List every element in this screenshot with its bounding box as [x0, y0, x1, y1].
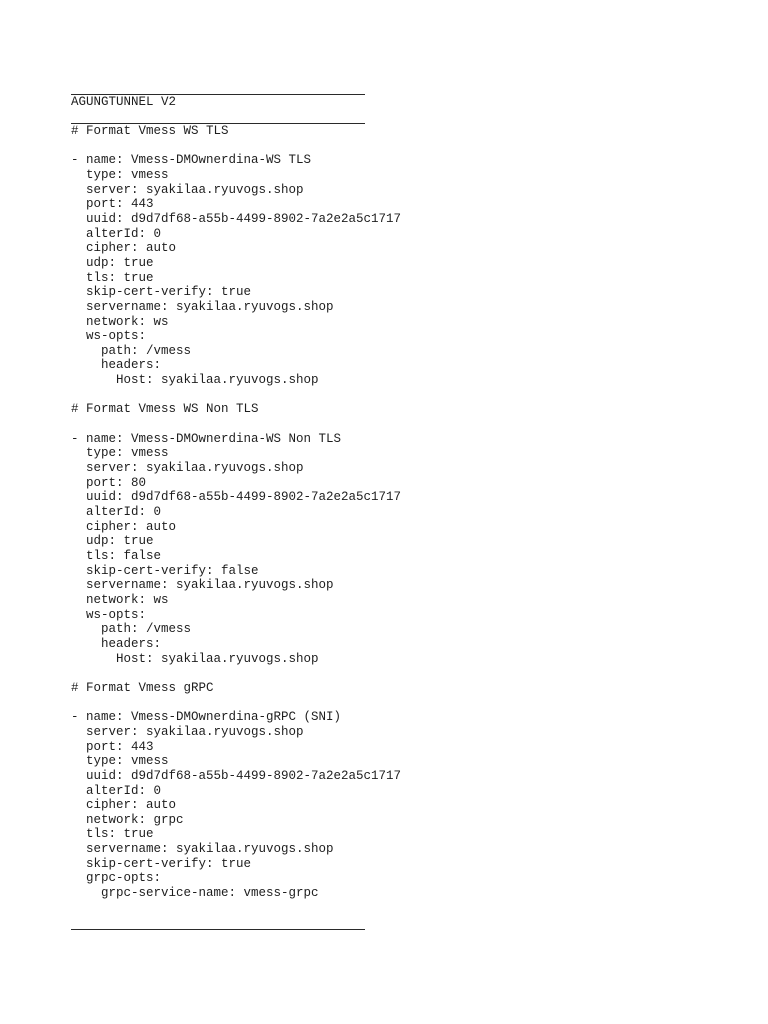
config-line: server: syakilaa.ryuvogs.shop: [71, 724, 304, 739]
config-line: - name: Vmess-DMOwnerdina-gRPC (SNI): [71, 710, 342, 725]
blank-line: [71, 901, 751, 916]
config-line: alterId: 0: [71, 226, 162, 241]
blank-line: [71, 388, 751, 403]
config-line: type: vmess: [71, 446, 169, 461]
divider-rule: [71, 80, 751, 95]
config-line: headers:: [71, 636, 162, 651]
config-line: tls: true: [71, 270, 154, 285]
config-line: - name: Vmess-DMOwnerdina-WS TLS: [71, 153, 312, 168]
config-line: servername: syakilaa.ryuvogs.shop: [71, 842, 334, 857]
config-document: [71, 80, 751, 930]
config-line: skip-cert-verify: true: [71, 856, 252, 871]
blank-line: [71, 696, 751, 711]
config-line: server: syakilaa.ryuvogs.shop: [71, 461, 304, 476]
blank-line: [71, 666, 751, 681]
config-line: cipher: auto: [71, 798, 177, 813]
divider-rule: [71, 109, 751, 124]
config-line: grpc-service-name: vmess-grpc: [71, 886, 319, 901]
config-line: Host: syakilaa.ryuvogs.shop: [71, 651, 319, 666]
config-line: # Format Vmess gRPC: [71, 680, 214, 695]
config-line: Host: syakilaa.ryuvogs.shop: [71, 373, 319, 388]
config-line: cipher: auto: [71, 519, 177, 534]
config-line: skip-cert-verify: true: [71, 285, 252, 300]
config-line: tls: false: [71, 549, 162, 563]
config-line: network: ws: [71, 314, 169, 329]
config-line: ws-opts:: [71, 607, 147, 622]
config-line: cipher: auto: [71, 241, 177, 256]
config-line: servername: syakilaa.ryuvogs.shop: [71, 578, 334, 593]
config-line: uuid: d9d7df68-a55b-4499-8902-7a2e2a5c1717: [71, 490, 402, 505]
config-line: network: grpc: [71, 812, 184, 827]
config-line: server: syakilaa.ryuvogs.shop: [71, 182, 304, 197]
config-line: - name: Vmess-DMOwnerdina-WS Non TLS: [71, 431, 342, 446]
config-line: grpc-opts:: [71, 871, 162, 886]
config-line: port: 443: [71, 197, 154, 212]
config-line: skip-cert-verify: false: [71, 563, 259, 578]
config-line: udp: true: [71, 534, 154, 549]
config-line: path: /vmess: [71, 622, 192, 637]
config-line: uuid: d9d7df68-a55b-4499-8902-7a2e2a5c1717: [71, 211, 402, 226]
config-line: alterId: 0: [71, 783, 162, 798]
config-line: network: ws: [71, 592, 169, 607]
config-line: servername: syakilaa.ryuvogs.shop: [71, 299, 334, 314]
config-line: port: 80: [71, 475, 147, 490]
blank-line: [71, 139, 751, 154]
config-line: udp: true: [71, 255, 154, 270]
config-line: AGUNGTUNNEL V2: [71, 94, 177, 109]
config-line: type: vmess: [71, 754, 169, 769]
config-line: headers:: [71, 358, 162, 373]
divider-rule: [71, 915, 751, 930]
config-line: path: /vmess: [71, 343, 192, 358]
config-line: alterId: 0: [71, 505, 162, 520]
config-line: type: vmess: [71, 167, 169, 182]
config-line: uuid: d9d7df68-a55b-4499-8902-7a2e2a5c1717: [71, 768, 402, 783]
blank-line: [71, 417, 751, 432]
config-line: # Format Vmess WS TLS: [71, 123, 229, 138]
config-line: tls: true: [71, 827, 154, 842]
config-line: # Format Vmess WS Non TLS: [71, 402, 259, 417]
config-line: ws-opts:: [71, 329, 147, 344]
config-line: port: 443: [71, 739, 154, 754]
